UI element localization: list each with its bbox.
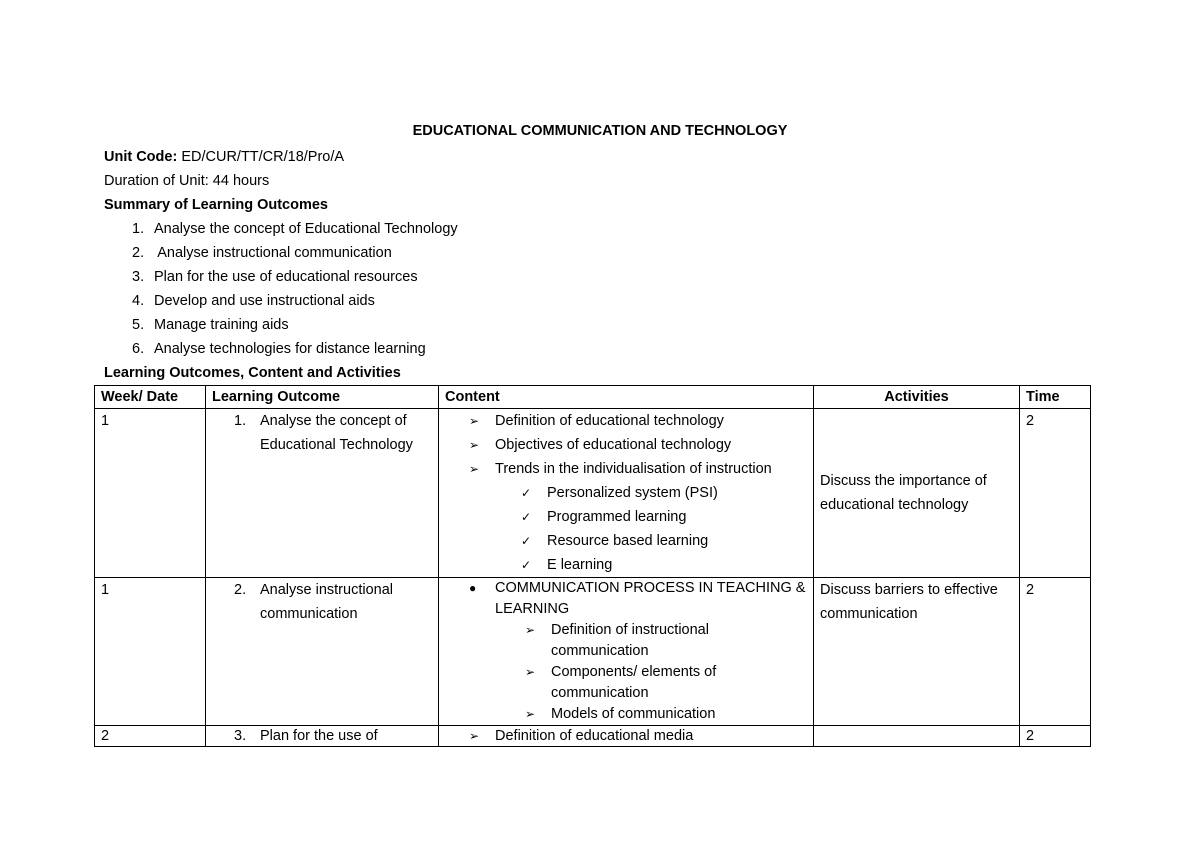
arrow-bullet-icon: ➢ <box>469 414 480 428</box>
table-row <box>95 578 1091 726</box>
content-cell <box>439 409 814 578</box>
table-header-row <box>95 386 1091 409</box>
activities-cell: Discuss barriers to effective communication <box>814 578 1020 726</box>
arrow-bullet-icon: ➢ <box>525 665 536 679</box>
summary-item: 4. Develop and use instructional aids <box>132 293 375 309</box>
summary-item: 5. Manage training aids <box>132 317 289 333</box>
arrow-bullet-icon: ➢ <box>525 707 536 721</box>
summary-item: 3. Plan for the use of educational resources <box>132 269 418 285</box>
unit-code-value: ED/CUR/TT/CR/18/Pro/A <box>177 149 345 165</box>
arrow-bullet-icon: ➢ <box>525 623 536 637</box>
list-item: ✓ E learning <box>445 553 807 577</box>
header-time: Time <box>1020 386 1091 409</box>
table-row <box>95 409 1091 578</box>
time-cell: 2 <box>1020 726 1091 747</box>
activities-cell <box>814 409 1020 578</box>
checkmark-icon: ✓ <box>521 510 532 524</box>
content-cell <box>439 578 814 726</box>
summary-heading: Summary of Learning Outcomes <box>104 197 328 213</box>
list-item: ➢ Definition of educational media <box>469 728 694 744</box>
week-cell: 2 <box>95 726 206 747</box>
list-item: ➢ Definition of instructional communication <box>525 622 709 659</box>
checkmark-icon: ✓ <box>521 486 532 500</box>
summary-item: 2. Analyse instructional communication <box>132 245 392 261</box>
list-item: ✓ Resource based learning <box>445 529 807 553</box>
header-activities: Activities <box>814 386 1020 409</box>
duration-line: Duration of Unit: 44 hours <box>104 173 270 189</box>
header-content: Content <box>439 386 814 409</box>
activities-cell <box>814 726 1020 747</box>
outcome-cell: 1. Analyse the concept of Educational Technology <box>206 409 439 578</box>
list-item: ✓ Personalized system (PSI) <box>445 481 807 505</box>
outcome-cell: 3. Plan for the use of <box>206 726 439 747</box>
outcome-text: Plan for the use of <box>260 728 378 744</box>
time-cell: 2 <box>1020 409 1091 578</box>
unit-code-label: Unit Code: <box>104 149 178 165</box>
outcome-cell: 2. Analyse instructional communication <box>206 578 439 726</box>
time-cell: 2 <box>1020 578 1091 726</box>
arrow-bullet-icon: ➢ <box>469 729 480 743</box>
page-title: EDUCATIONAL COMMUNICATION AND TECHNOLOGY <box>412 123 788 139</box>
table-row <box>95 726 1091 747</box>
outcome-text: Analyse instructional communication <box>260 582 393 622</box>
outcome-text: Analyse the concept of Educational Technology <box>260 413 413 453</box>
list-item: ➢ Models of communication <box>445 704 807 725</box>
week-cell: 1 <box>95 578 206 726</box>
activities-text: Discuss the importance of educational technology <box>820 473 987 513</box>
list-item: ● COMMUNICATION PROCESS IN TEACHING & LEARNING <box>469 580 806 617</box>
unit-code-line <box>104 148 344 166</box>
checkmark-icon: ✓ <box>521 534 532 548</box>
summary-item: 1. Analyse the concept of Educational Technology <box>132 221 458 237</box>
arrow-bullet-icon: ➢ <box>469 438 480 452</box>
list-item: ➢ Trends in the individualisation of instruction <box>445 457 807 481</box>
arrow-bullet-icon: ➢ <box>469 462 480 476</box>
outcomes-table <box>94 385 1091 747</box>
header-week: Week/ Date <box>95 386 206 409</box>
content-cell <box>439 726 814 747</box>
dot-bullet-icon: ● <box>469 581 477 595</box>
list-item: ➢ Objectives of educational technology <box>445 433 807 457</box>
checkmark-icon: ✓ <box>521 558 532 572</box>
table-heading: Learning Outcomes, Content and Activities <box>104 365 401 381</box>
list-item: ➢ Components/ elements of communication <box>525 664 717 701</box>
week-cell: 1 <box>95 409 206 578</box>
summary-item: 6. Analyse technologies for distance learning <box>132 341 426 357</box>
header-outcome: Learning Outcome <box>206 386 439 409</box>
list-item: ✓ Programmed learning <box>445 505 807 529</box>
list-item: ➢ Definition of educational technology <box>445 409 807 433</box>
